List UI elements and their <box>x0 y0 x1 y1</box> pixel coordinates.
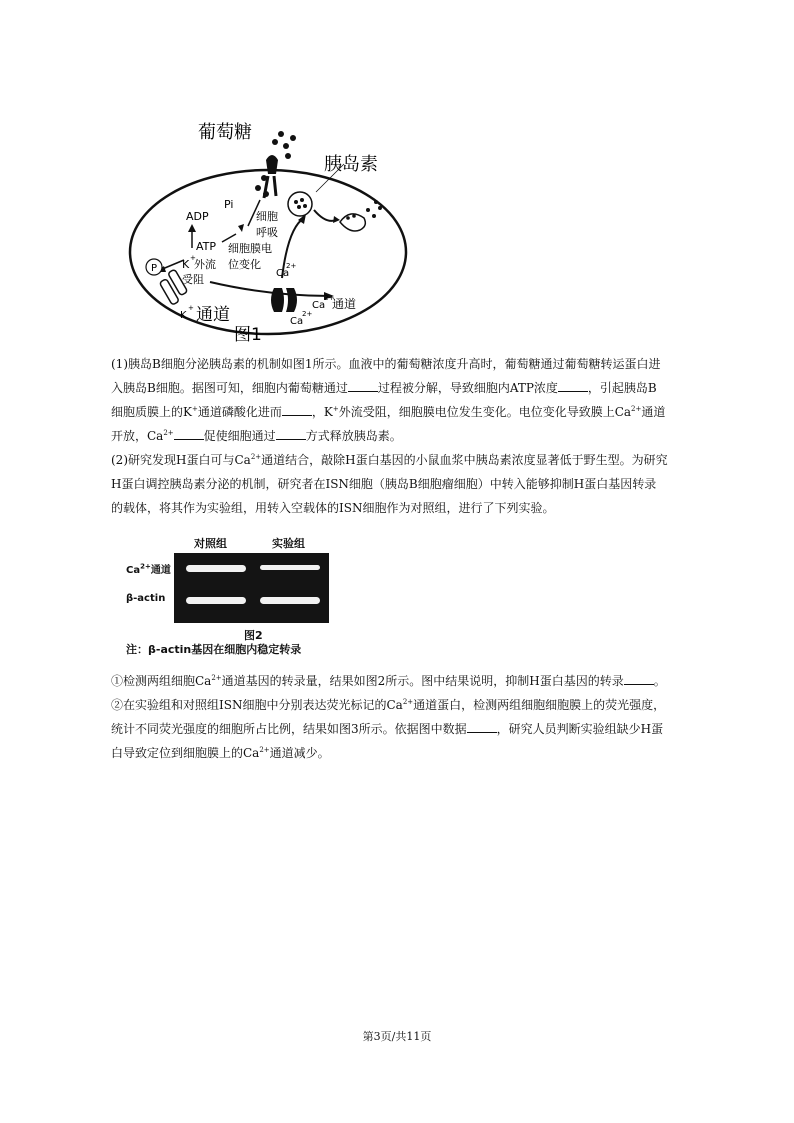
glucose-transporter <box>266 155 278 174</box>
figure1-caption: 图1 <box>234 325 262 345</box>
q1-line-1 <box>111 352 686 376</box>
row-ca-text: Ca <box>126 565 141 576</box>
answer-blank[interactable] <box>624 672 654 685</box>
gel-band <box>260 565 320 570</box>
gel-image <box>174 553 329 623</box>
q2-text-3: H蛋白调控胰岛素分泌的机制，研究者在ISN细胞（胰岛B细胞瘤细胞）中转入能够抑制H蛋白基因转录 <box>111 477 657 491</box>
respiration-label-1: 细胞 <box>256 210 278 223</box>
q3-line-3 <box>111 717 686 741</box>
q3-text-4: ②在实验组和对照组ISN细胞中分别表达荧光标记的Ca <box>111 698 403 712</box>
answer-blank[interactable] <box>558 379 588 392</box>
q1-line-2 <box>111 376 686 400</box>
q2-line-2 <box>111 472 686 496</box>
ca-channel-sup: 2+ <box>324 294 335 302</box>
q1-text-6: 通道磷酸化进而 <box>197 405 282 419</box>
page-footer: 第3页/共11页 <box>362 1030 432 1043</box>
atp-label: ATP <box>196 240 217 253</box>
k-outflow-k: K <box>182 258 190 271</box>
q1-line-4 <box>111 424 686 448</box>
k-channel-k: K <box>180 310 187 321</box>
answer-blank[interactable] <box>276 427 306 440</box>
q3-text-7: ，研究人员判断实验组缺少H蛋 <box>496 722 664 736</box>
q3-line-2 <box>111 693 686 717</box>
potential-label-2: 位变化 <box>228 258 261 271</box>
q1-text-10: 开放，Ca <box>111 429 164 443</box>
row-ca-tail: 通道 <box>150 565 171 576</box>
question-2 <box>111 448 686 520</box>
col-control: 对照组 <box>194 537 227 550</box>
q1-text-2: 入胰岛B细胞。据图可知，细胞内葡萄糖通过 <box>111 381 348 395</box>
superscript: 2+ <box>163 429 174 437</box>
row-ca-channel <box>126 561 171 576</box>
answer-blank[interactable] <box>174 427 204 440</box>
figure-2 <box>126 535 366 655</box>
answer-blank[interactable] <box>348 379 378 392</box>
ca-channel-label: 通道 <box>332 297 357 311</box>
ca-outside-sup: 2+ <box>302 310 313 318</box>
q1-text-7: ，K <box>311 405 333 419</box>
insulin-secretion-diagram <box>118 112 418 348</box>
q3-text-5: 通道蛋白，检测两组细胞细胞膜上的荧光强度， <box>413 698 666 712</box>
ca-inside-sup: 2+ <box>286 262 297 270</box>
q1-text-3: 过程被分解，导致细胞内ATP浓度 <box>377 381 558 395</box>
gel-band <box>186 597 246 604</box>
adp-label: ADP <box>186 210 209 223</box>
q1-text-9: 通道 <box>641 405 666 419</box>
row-beta-actin: β-actin <box>126 593 166 604</box>
superscript: 2+ <box>402 698 414 706</box>
question-1 <box>111 352 686 448</box>
superscript: 2+ <box>140 562 151 571</box>
pi-label: Pi <box>224 198 234 211</box>
superscript: 2+ <box>211 674 222 682</box>
superscript: + <box>332 405 339 413</box>
col-experiment: 实验组 <box>272 537 305 550</box>
k-blocked-text: 受阻 <box>182 273 204 286</box>
q3-text-2: 通道基因的转录量，结果如图2所示。图中结果说明，抑制H蛋白基因的转录 <box>221 674 624 688</box>
ca-channel <box>271 288 297 312</box>
q2-text-4: 的载体，将其作为实验组，用转入空载体的ISN细胞作为对照组，进行了下列实验。 <box>111 501 555 515</box>
superscript: 2+ <box>259 746 270 754</box>
q1-text-8: 外流受阻，细胞膜电位发生变化。电位变化导致膜上Ca <box>338 405 632 419</box>
phosphate-label: P <box>150 263 158 274</box>
potential-label-1: 细胞膜电 <box>228 242 272 255</box>
answer-blank[interactable] <box>467 720 497 733</box>
k-outflow-text: 外流 <box>194 258 216 271</box>
q1-text-4: ，引起胰岛B <box>587 381 657 395</box>
glucose-label: 葡萄糖 <box>198 122 252 143</box>
insulin-label: 胰岛素 <box>324 154 378 175</box>
ca-inside-label: Ca <box>276 268 290 279</box>
answer-blank[interactable] <box>282 403 312 416</box>
q3-line-1 <box>111 669 686 693</box>
q1-text-11: 促使细胞通过 <box>203 429 276 443</box>
q2-text-1: (2)研究发现H蛋白可与Ca <box>111 453 251 467</box>
q2-line-1 <box>111 448 686 472</box>
figure2-caption: 图2 <box>244 629 263 642</box>
k-channel-label: 通道 <box>196 305 230 325</box>
q3-text-8: 白导致定位到细胞膜上的Ca <box>111 746 260 760</box>
respiration-label-2: 呼吸 <box>256 226 278 239</box>
q3-text-6: 统计不同荧光强度的细胞所占比例，结果如图3所示。依据图中数据 <box>111 722 467 736</box>
q3-text-3: 。 <box>653 674 666 688</box>
ca-outside-label: Ca <box>290 316 304 327</box>
q3-text-1: ①检测两组细胞Ca <box>111 674 212 688</box>
q1-text-12: 方式释放胰岛素。 <box>305 429 402 443</box>
q1-text-5: 细胞质膜上的K <box>111 405 192 419</box>
superscript: + <box>191 405 198 413</box>
gel-band <box>186 565 246 572</box>
q1-text-1: (1)胰岛B细胞分泌胰岛素的机制如图1所示。血液中的葡萄糖浓度升高时，葡萄糖通过葡萄糖转运蛋白进 <box>111 357 661 371</box>
q2-text-2: 通道结合，敲除H蛋白基因的小鼠血浆中胰岛素浓度显著低于野生型。为研究 <box>261 453 668 467</box>
q1-line-3 <box>111 400 686 424</box>
q3-text-9: 通道减少。 <box>269 746 330 760</box>
figure-1 <box>118 112 418 348</box>
gel-band <box>260 597 320 604</box>
question-2-parts <box>111 669 686 765</box>
figure2-note: 注：β-actin基因在细胞内稳定转录 <box>126 643 302 656</box>
superscript: 2+ <box>250 453 262 461</box>
k-channel-sup: + <box>188 304 194 312</box>
q2-line-3 <box>111 496 686 520</box>
k-outflow-sup: + <box>190 254 196 262</box>
superscript: 2+ <box>631 405 642 413</box>
insulin-vesicle <box>288 192 312 216</box>
ca-channel-ca: Ca <box>312 300 326 311</box>
q3-line-4 <box>111 741 686 765</box>
